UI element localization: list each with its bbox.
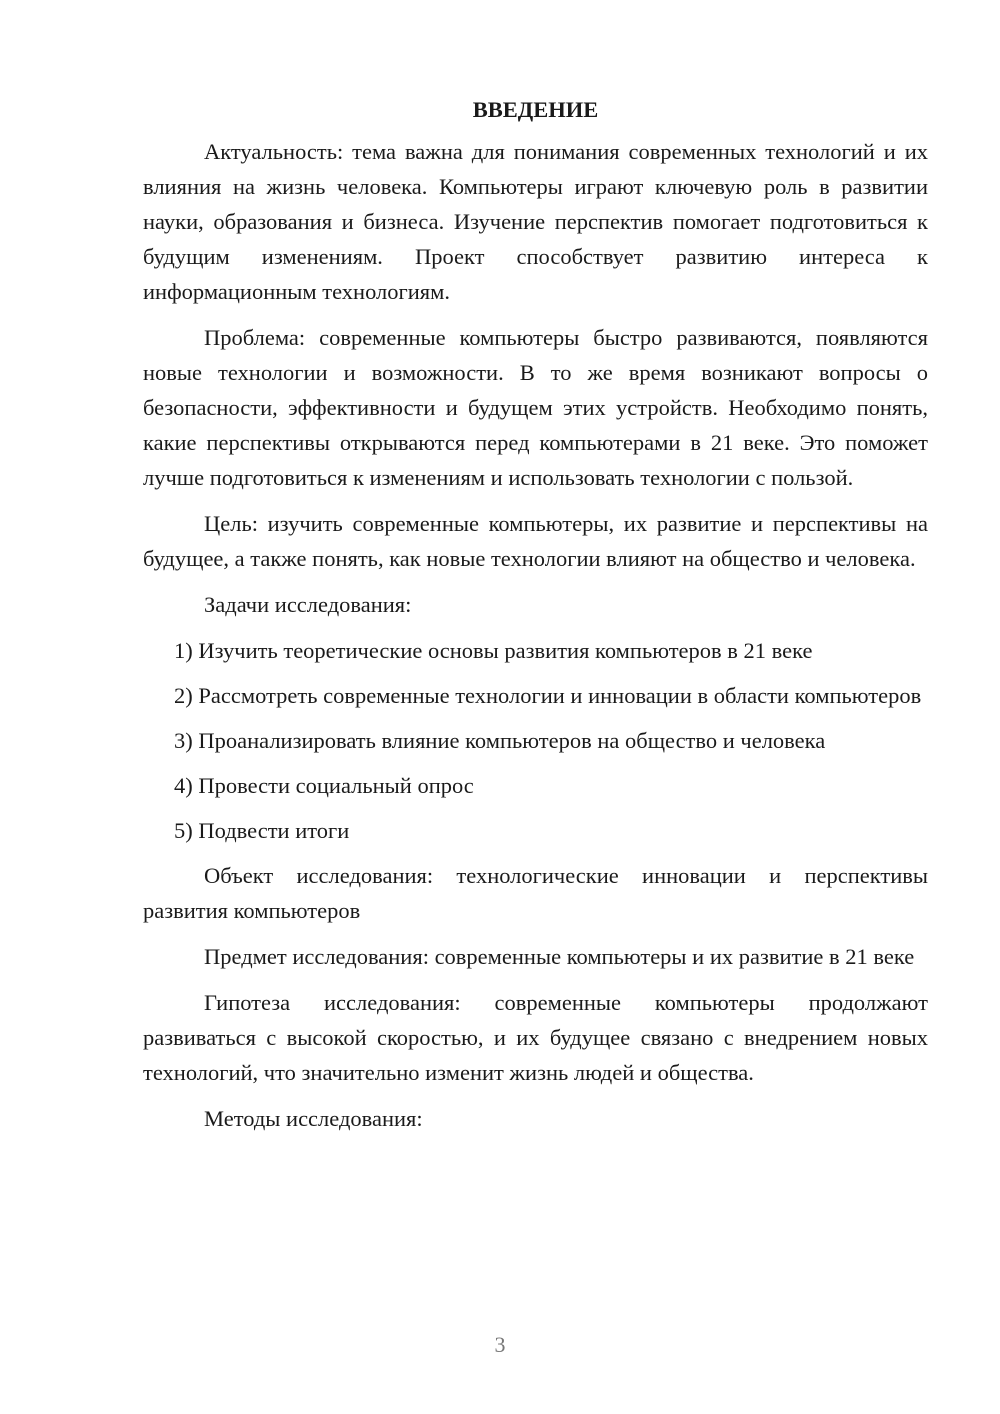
document-page [143, 92, 928, 1147]
task-item-4: 4) Провести социальный опрос [174, 773, 474, 798]
task-item-3: 3) Проанализировать влияние компьютеров на общество и человека [174, 728, 826, 753]
tasks-heading: Задачи исследования: [204, 592, 412, 617]
hypothesis-paragraph: Гипотеза исследования: современные компьютеры продолжают развиваться с высокой скоростью, и их будущее связано с внедрением новых технологий, что значительно изменит жизнь людей и общества. [143, 990, 928, 1085]
section-title: ВВЕДЕНИЕ [472, 97, 599, 122]
relevance-paragraph: Актуальность: тема важна для понимания современных технологий и их влияния на жизнь человека. Компьютеры играют ключевую роль в развитии науки, образования и бизнеса. Изучение перспектив помогает подготовиться к будущим изменениям. Проект способствует развитию интереса к информационным технологиям. [143, 139, 928, 304]
subject-paragraph: Предмет исследования: современные компьютеры и их развитие в 21 веке [204, 944, 915, 969]
page-number: 3 [494, 1332, 506, 1357]
object-paragraph: Объект исследования: технологические инновации и перспективы развития компьютеров [143, 863, 928, 923]
task-item-5: 5) Подвести итоги [174, 818, 350, 843]
methods-heading: Методы исследования: [204, 1106, 423, 1131]
task-item-1: 1) Изучить теоретические основы развития компьютеров в 21 веке [174, 638, 813, 663]
goal-paragraph: Цель: изучить современные компьютеры, их развитие и перспективы на будущее, а также понять, как новые технологии влияют на общество и человека. [143, 511, 928, 571]
task-item-2: 2) Рассмотреть современные технологии и инновации в области компьютеров [174, 683, 922, 708]
problem-paragraph: Проблема: современные компьютеры быстро развиваются, появляются новые технологии и возможности. В то же время возникают вопросы о безопасности, эффективности и будущем этих устройств. Необходимо понять, какие перспективы открываются перед компьютерами в 21 веке. Это поможет лучше подготовиться к изменениям и использовать технологии с пользой. [143, 325, 928, 490]
